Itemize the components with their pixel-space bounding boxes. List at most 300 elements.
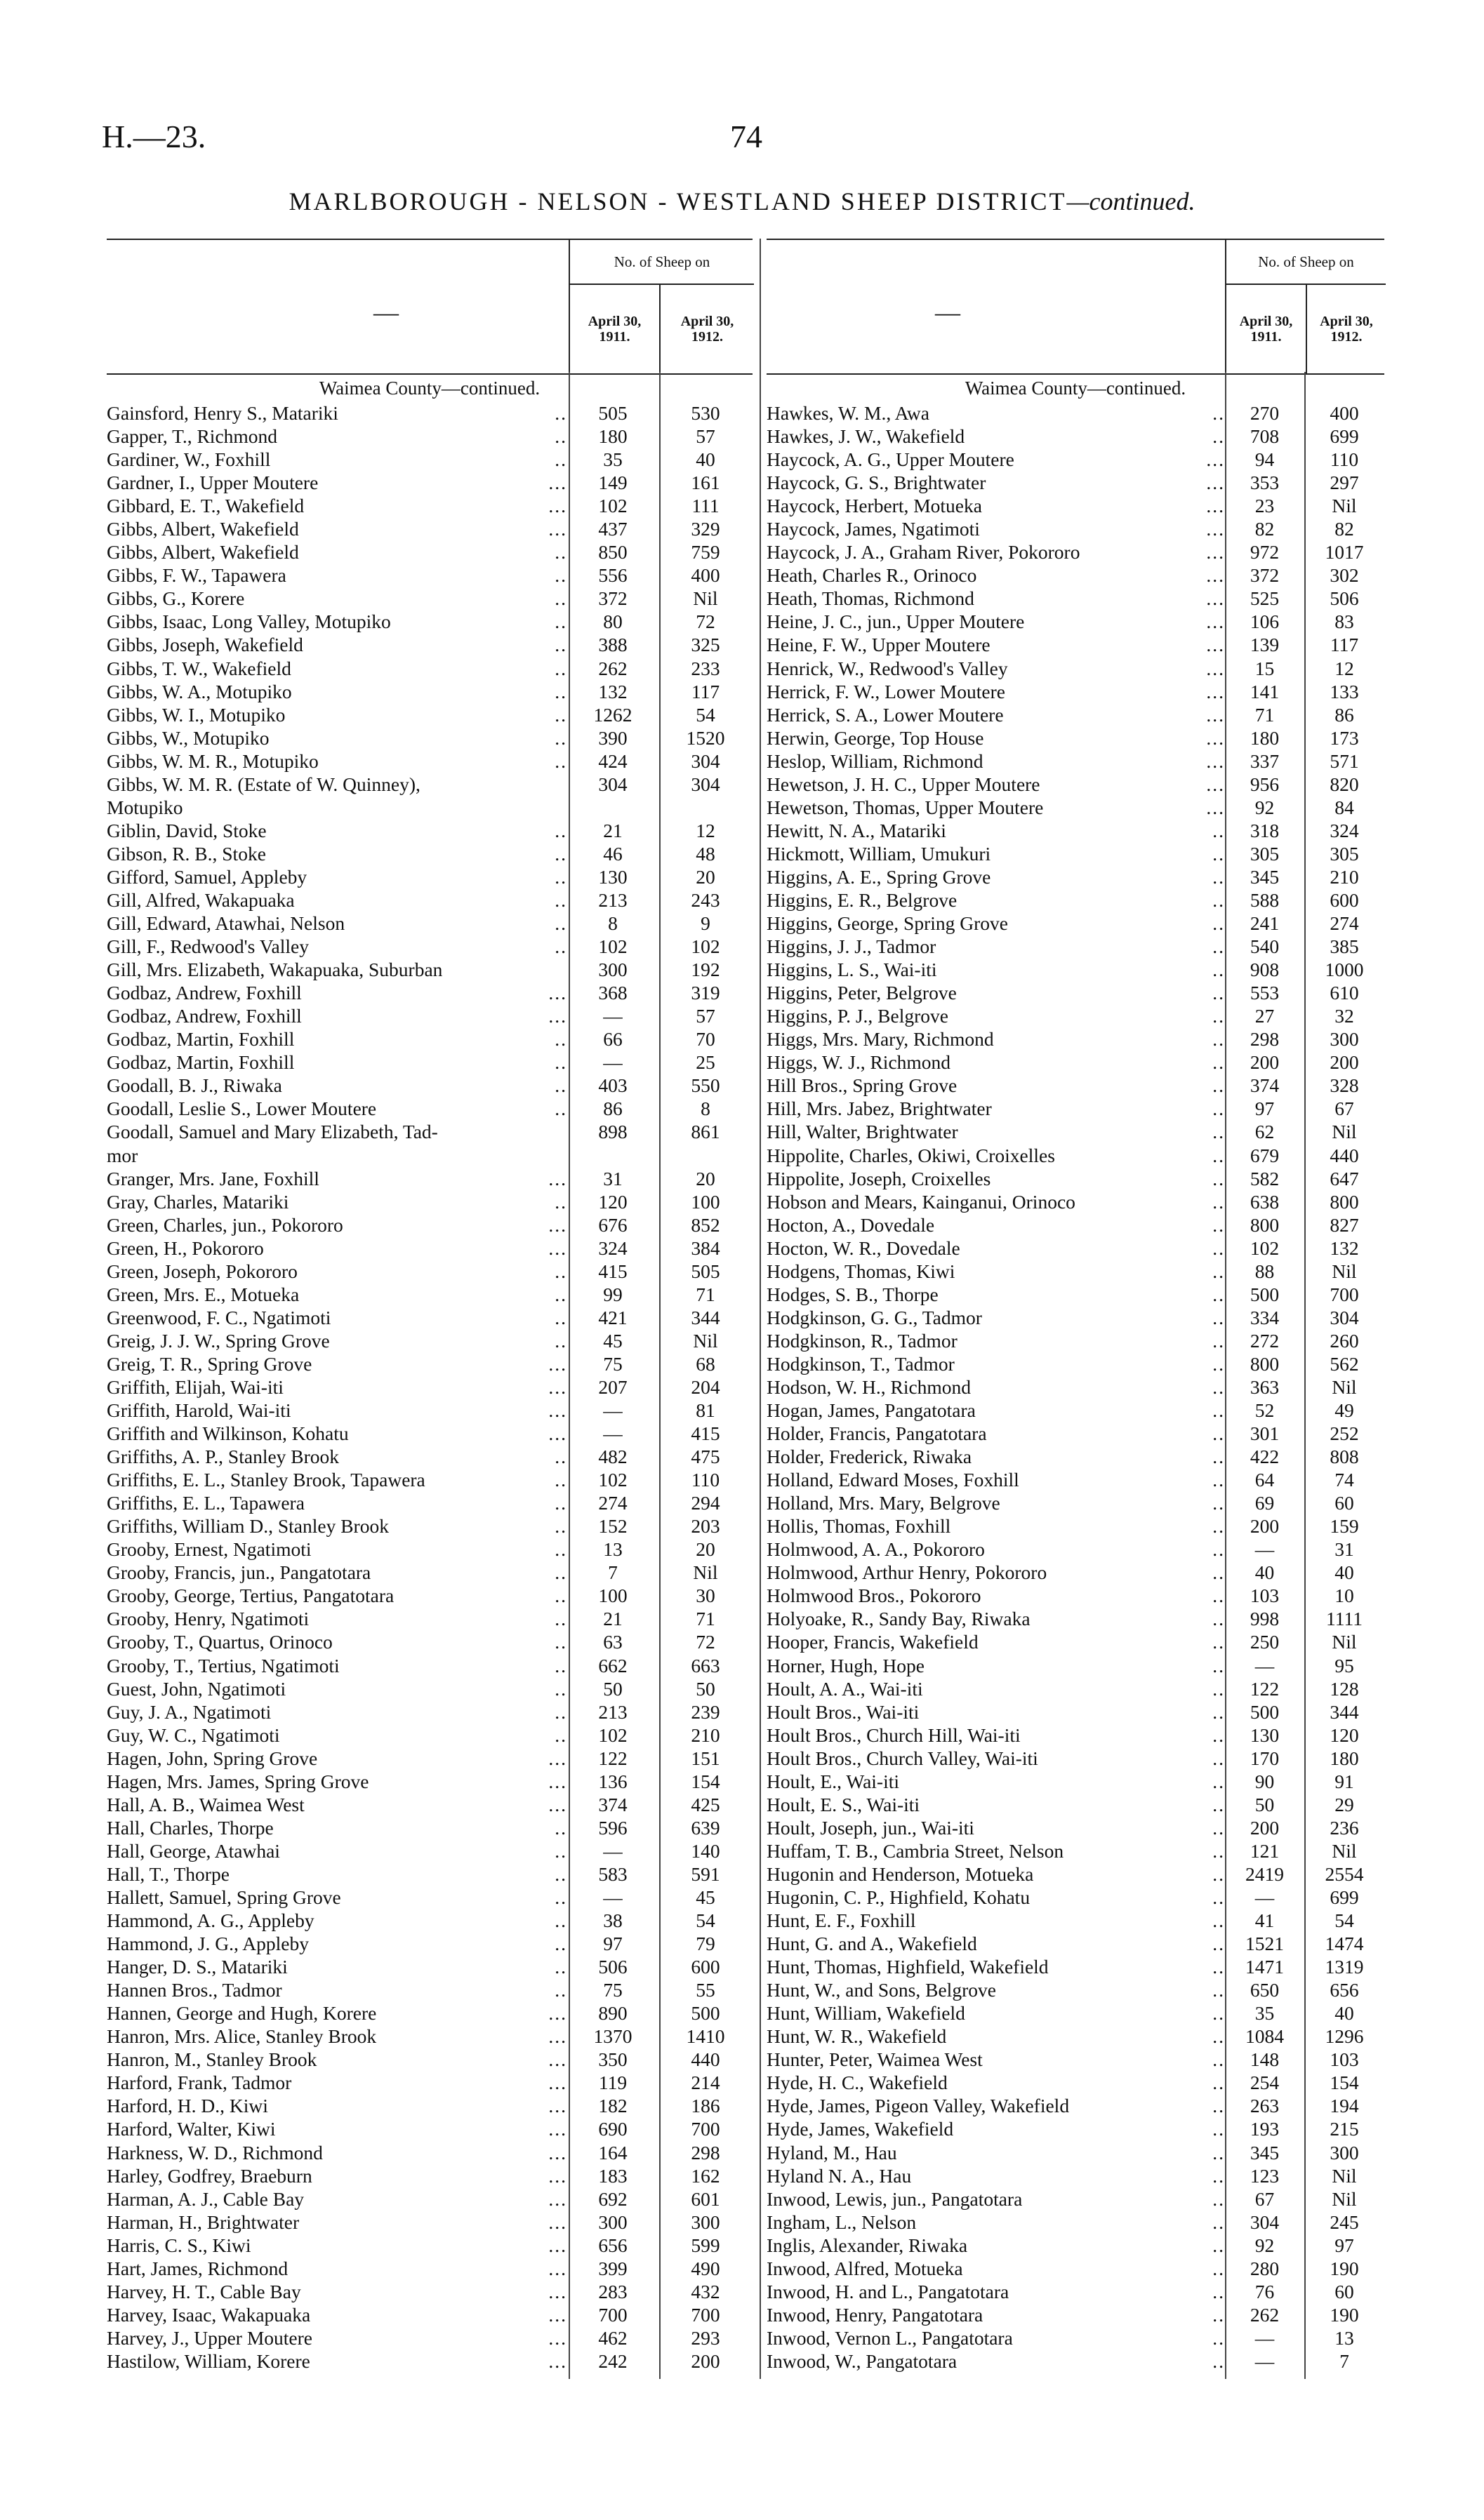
- sheep-1912: 530: [691, 402, 720, 424]
- leader-dots: ..: [1212, 1051, 1225, 1074]
- owner-name: Guy, W. C., Ngatimoti: [107, 1724, 280, 1746]
- leader-dots: ..: [555, 912, 567, 935]
- leader-dots: ..: [1212, 1654, 1225, 1676]
- sheep-1911: 200: [1250, 1051, 1280, 1074]
- table-row: [767, 1167, 1384, 1190]
- sheep-1911: 100: [598, 1585, 628, 1607]
- owner-name: Gray, Charles, Matariki: [107, 1190, 289, 1213]
- sheep-1912: 117: [691, 680, 720, 702]
- owner-name: Higgs, Mrs. Mary, Richmond: [767, 1028, 994, 1051]
- owner-name: Gibbs, T. W., Wakefield: [107, 657, 291, 679]
- sheep-1911: 262: [1250, 2303, 1280, 2326]
- sheep-1912: 852: [691, 1213, 720, 1236]
- leader-dots: ..: [555, 402, 567, 424]
- sheep-1911: 415: [598, 1260, 628, 1282]
- sheep-1911: 71: [1254, 703, 1275, 726]
- sheep-1912: Nil: [1332, 1631, 1357, 1653]
- owner-name: Hill, Walter, Brightwater: [767, 1121, 958, 1143]
- leader-dots: ..: [1212, 1028, 1225, 1051]
- owner-name: Hollis, Thomas, Foxhill: [767, 1515, 951, 1538]
- leader-dots: ..: [555, 448, 567, 471]
- sheep-1912: 236: [1330, 1816, 1359, 1839]
- sheep-1911: 207: [598, 1375, 628, 1398]
- owner-name: Gill, Alfred, Wakapuaka: [107, 888, 295, 911]
- leader-dots: ..: [1212, 402, 1225, 424]
- table-row: [767, 1724, 1384, 1747]
- sheep-1912: 599: [691, 2234, 720, 2256]
- table-row: [107, 1329, 753, 1352]
- sheep-1911: 164: [598, 2141, 628, 2164]
- leader-dots: ...: [548, 2234, 567, 2256]
- sheep-1911: 324: [598, 1236, 628, 1259]
- table-row: [767, 1816, 1384, 1839]
- sheep-1911: 482: [598, 1446, 628, 1468]
- sheep-1912: 610: [1330, 982, 1359, 1004]
- owner-name: Gill, Edward, Atawhai, Nelson: [107, 912, 345, 935]
- leader-dots: ..: [1212, 1399, 1225, 1422]
- table-row: [107, 471, 753, 494]
- sheep-1912: 70: [696, 1028, 715, 1051]
- leader-dots: ..: [555, 1724, 567, 1746]
- owner-name: Gifford, Samuel, Appleby: [107, 865, 307, 888]
- leader-dots: ..: [555, 1585, 567, 1607]
- sheep-1912: 190: [1330, 2257, 1359, 2279]
- sheep-1911: 149: [598, 472, 628, 494]
- owner-name: Haycock, Herbert, Motueka: [767, 495, 982, 517]
- table-row: [107, 448, 753, 471]
- table-row: [767, 471, 1384, 494]
- owner-name: Inglis, Alexander, Riwaka: [767, 2234, 968, 2256]
- table-row: [767, 2071, 1384, 2094]
- sheep-1911: 99: [603, 1283, 623, 1305]
- leader-dots: ..: [1212, 1283, 1225, 1305]
- owner-name: Hippolite, Charles, Okiwi, Croixelles: [767, 1144, 1055, 1166]
- table-row: [107, 981, 753, 1004]
- sheep-1911: 38: [603, 1909, 623, 1932]
- sheep-1911: 88: [1254, 1260, 1275, 1282]
- owner-name: Holder, Frederick, Riwaka: [767, 1446, 972, 1468]
- owner-name: Hodgkinson, R., Tadmor: [767, 1329, 958, 1352]
- sheep-1911: 250: [1250, 1631, 1280, 1653]
- leader-dots: ..: [1212, 959, 1225, 981]
- sheep-1912: 297: [1330, 472, 1359, 494]
- leader-dots: ..: [555, 726, 567, 749]
- table-row: [107, 1352, 753, 1375]
- owner-name: Haycock, J. A., Graham River, Pokororo: [767, 541, 1080, 564]
- document-code: H.—23.: [102, 119, 206, 154]
- sheep-1911: 139: [1250, 634, 1280, 656]
- sheep-1911: 283: [598, 2280, 628, 2302]
- owner-name: Higgins, J. J., Tadmor: [767, 935, 936, 958]
- leader-dots: ..: [1212, 2211, 1225, 2233]
- leader-dots: ..: [1212, 1747, 1225, 1769]
- sheep-1911: 76: [1254, 2280, 1275, 2302]
- sheep-1911: 106: [1250, 611, 1280, 633]
- owner-name: Herrick, F. W., Lower Moutere: [767, 680, 1005, 702]
- leader-dots: ...: [1206, 518, 1225, 540]
- table-row: [107, 564, 753, 587]
- sheep-1912: 808: [1330, 1446, 1359, 1468]
- owner-name: Heslop, William, Richmond: [767, 749, 983, 772]
- sheep-1911: 800: [1250, 1352, 1280, 1375]
- sheep-1911: 180: [1250, 726, 1280, 749]
- sheep-1911: 437: [598, 518, 628, 540]
- sheep-1911: 50: [1254, 1793, 1275, 1815]
- sheep-1911: 462: [598, 2326, 628, 2349]
- sheep-1911: 41: [1254, 1909, 1275, 1932]
- table-row: [107, 1144, 753, 1167]
- sheep-1911: 972: [1250, 541, 1280, 564]
- leader-dots: ..: [1212, 1306, 1225, 1328]
- owner-name: Henrick, W., Redwood's Valley: [767, 657, 1008, 679]
- sheep-1912: 140: [691, 1839, 720, 1862]
- table-row: [767, 540, 1384, 564]
- leader-dots: ..: [1212, 1074, 1225, 1097]
- sheep-1912: 200: [1330, 1051, 1359, 1074]
- sheep-1911: 120: [598, 1190, 628, 1213]
- sheep-1911: 800: [1250, 1213, 1280, 1236]
- owner-name: Gibbs, Albert, Wakefield: [107, 541, 299, 564]
- table-row: [767, 2001, 1384, 2025]
- sheep-1912: 562: [1330, 1352, 1359, 1375]
- sheep-1911: 182: [598, 2095, 628, 2117]
- leader-dots: ..: [555, 425, 567, 448]
- owner-name: Guest, John, Ngatimoti: [107, 1677, 286, 1700]
- owner-name: Gibbs, W. I., Motupiko: [107, 703, 286, 726]
- owner-name: Hogan, James, Pangatotara: [767, 1399, 976, 1422]
- leader-dots: ..: [555, 1979, 567, 2001]
- page-title-suffix: —continued.: [1066, 187, 1195, 215]
- sheep-1911: 46: [603, 842, 623, 865]
- right-column-header: [767, 239, 1384, 375]
- sheep-1912: 162: [691, 2164, 720, 2187]
- leader-dots: ..: [555, 1677, 567, 1700]
- leader-dots: ...: [548, 2164, 567, 2187]
- sheep-1911: 708: [1250, 425, 1280, 448]
- sheep-1912: 294: [691, 1492, 720, 1514]
- owner-name: Griffiths, A. P., Stanley Brook: [107, 1446, 340, 1468]
- right-column: [767, 239, 1384, 2373]
- owner-name: Hippolite, Joseph, Croixelles: [767, 1167, 991, 1189]
- sheep-1911: 280: [1250, 2257, 1280, 2279]
- owner-name: Hoult Bros., Wai-iti: [767, 1700, 920, 1723]
- leader-dots: ...: [548, 1005, 567, 1027]
- sheep-1912: 827: [1330, 1213, 1359, 1236]
- table-row: [107, 2326, 753, 2349]
- year-1911-heading: April 30, 1911.: [588, 314, 642, 345]
- owner-name: Hammond, J. G., Appleby: [107, 1933, 309, 1955]
- owner-name: Harvey, J., Upper Moutere: [107, 2326, 312, 2349]
- sheep-1912: 699: [1330, 425, 1359, 448]
- leader-dots: ...: [548, 2118, 567, 2140]
- table-row: [107, 1584, 753, 1607]
- owner-name: Hunter, Peter, Waimea West: [767, 2048, 983, 2071]
- owner-name: Higgins, L. S., Wai-iti: [767, 959, 937, 981]
- table-row: [767, 703, 1384, 726]
- sheep-1911: 13: [603, 1538, 623, 1561]
- owner-name: Hocton, W. R., Dovedale: [767, 1236, 960, 1259]
- sheep-1912: 1017: [1325, 541, 1364, 564]
- sheep-1912: 800: [1330, 1190, 1359, 1213]
- table-row: [107, 2025, 753, 2048]
- sheep-1911: 337: [1250, 749, 1280, 772]
- owner-name: Inwood, H. and L., Pangatotara: [767, 2280, 1009, 2302]
- owner-name: Higgins, P. J., Belgrove: [767, 1005, 948, 1027]
- leader-dots: [521, 796, 567, 819]
- sheep-1912: 110: [691, 1469, 720, 1491]
- leader-dots: ..: [1212, 1862, 1225, 1885]
- sheep-1911: —: [603, 1051, 623, 1074]
- leader-dots: ..: [1212, 2234, 1225, 2256]
- table-row: [767, 425, 1384, 448]
- page-title: [0, 187, 1484, 216]
- sheep-1911: 254: [1250, 2072, 1280, 2094]
- table-row: [107, 2071, 753, 2094]
- owner-name: Herwin, George, Top House: [767, 726, 984, 749]
- leader-dots: ..: [1212, 2280, 1225, 2302]
- sheep-1912: 293: [691, 2326, 720, 2349]
- sheep-1912: 57: [696, 1005, 715, 1027]
- sheep-1912: 384: [691, 1236, 720, 1259]
- sheep-1912: 57: [696, 425, 715, 448]
- sheep-1912: 600: [691, 1956, 720, 1978]
- sheep-1911: 274: [598, 1492, 628, 1514]
- owner-name: Hall, T., Thorpe: [107, 1862, 230, 1885]
- sheep-1912: 699: [1330, 1886, 1359, 1908]
- table-row: [107, 1932, 753, 1955]
- table-row: [767, 2141, 1384, 2164]
- sheep-1912: 192: [691, 959, 720, 981]
- sheep-1912: 67: [1334, 1098, 1354, 1120]
- sheep-1911: 90: [1254, 1770, 1275, 1792]
- owner-name: Horner, Hugh, Hope: [767, 1654, 925, 1676]
- sheep-1912: Nil: [1332, 495, 1357, 517]
- owner-name: Hunt, Thomas, Highfield, Wakefield: [767, 1956, 1049, 1978]
- owner-name: Hugonin, C. P., Highfield, Kohatu: [767, 1886, 1031, 1908]
- table-row: [767, 1352, 1384, 1375]
- sheep-1912: 40: [1334, 2002, 1354, 2025]
- leader-dots: ...: [548, 2280, 567, 2302]
- year-1912-heading: April 30, 1912.: [659, 285, 754, 373]
- owner-name: Haycock, A. G., Upper Moutere: [767, 448, 1014, 471]
- table-row: [767, 1770, 1384, 1793]
- owner-name: Harvey, H. T., Cable Bay: [107, 2280, 301, 2302]
- table-row: [107, 1167, 753, 1190]
- leader-dots: ..: [555, 1028, 567, 1051]
- leader-dots: ..: [555, 587, 567, 610]
- owner-name: Griffith, Elijah, Wai-iti: [107, 1375, 284, 1398]
- leader-dots: ...: [1206, 726, 1225, 749]
- owner-name: Hanron, M., Stanley Brook: [107, 2048, 317, 2071]
- owner-name: Hastilow, William, Korere: [107, 2349, 310, 2372]
- leader-dots: ..: [1212, 1585, 1225, 1607]
- owner-name: Giblin, David, Stoke: [107, 819, 267, 841]
- sheep-1912: [658, 1144, 753, 1167]
- leader-dots: ...: [548, 2187, 567, 2210]
- leader-dots: ...: [548, 1793, 567, 1815]
- table-row: [767, 2164, 1384, 2187]
- leader-dots: ..: [1212, 2164, 1225, 2187]
- owner-name: Hoult, Joseph, jun., Wai-iti: [767, 1816, 974, 1839]
- sheep-1912: 325: [691, 634, 720, 656]
- sheep-1912: 239: [691, 1700, 720, 1723]
- table-row: [107, 703, 753, 726]
- sheep-1912: Nil: [1332, 1260, 1357, 1282]
- owner-name: Inwood, Henry, Pangatotara: [767, 2303, 983, 2326]
- name-column-heading: —: [373, 298, 399, 326]
- sheep-1912: 200: [691, 2349, 720, 2372]
- sheep-1911: 553: [1250, 982, 1280, 1004]
- table-row: [767, 401, 1384, 425]
- sheep-1911: 23: [1254, 495, 1275, 517]
- leader-dots: ..: [1212, 2303, 1225, 2326]
- table-row: [767, 981, 1384, 1004]
- owner-name: Godbaz, Andrew, Foxhill: [107, 1005, 302, 1027]
- leader-dots: ...: [1206, 657, 1225, 679]
- sheep-1911: 304: [1250, 2211, 1280, 2233]
- sheep-1912: 154: [1330, 2072, 1359, 2094]
- table-row: [767, 494, 1384, 517]
- sheep-1911: 305: [1250, 842, 1280, 865]
- leader-dots: [521, 773, 567, 796]
- sheep-1912: 274: [1330, 912, 1359, 935]
- sheep-1911: 63: [603, 1631, 623, 1653]
- sheep-1912: Nil: [1332, 2187, 1357, 2210]
- sheep-1912: 54: [1334, 1909, 1354, 1932]
- sheep-1912: 154: [691, 1770, 720, 1792]
- sheep-1912: 304: [691, 773, 720, 795]
- owner-name: Harkness, W. D., Richmond: [107, 2141, 323, 2164]
- leader-dots: ..: [1212, 1236, 1225, 1259]
- sheep-1912: 82: [1334, 518, 1354, 540]
- owner-name: Griffith and Wilkinson, Kohatu: [107, 1422, 349, 1445]
- sheep-1912: 300: [691, 2211, 720, 2233]
- owner-name: Gibbs, W., Motupiko: [107, 726, 270, 749]
- leader-dots: ...: [548, 1422, 567, 1445]
- sheep-1911: 66: [603, 1028, 623, 1051]
- table-row: [767, 796, 1384, 819]
- sheep-1911: 662: [598, 1654, 628, 1676]
- table-row: [767, 1584, 1384, 1607]
- leader-dots: ...: [548, 2095, 567, 2117]
- sheep-1912: 1319: [1325, 1956, 1364, 1978]
- sheep-1912: 12: [696, 819, 715, 841]
- owner-name: Heine, J. C., jun., Upper Moutere: [767, 611, 1025, 633]
- owner-name: mor: [107, 1144, 138, 1166]
- sheep-1911: 92: [1254, 796, 1275, 818]
- table-row: [107, 1561, 753, 1584]
- owner-name: Green, Joseph, Pokororo: [107, 1260, 298, 1282]
- leader-dots: ..: [1212, 1956, 1225, 1978]
- owner-name: Hewetson, J. H. C., Upper Moutere: [767, 773, 1040, 795]
- table-row: [767, 1144, 1384, 1167]
- sheep-1911: 152: [598, 1515, 628, 1538]
- owner-name: Gibbs, Albert, Wakefield: [107, 518, 299, 540]
- table-row: [767, 1839, 1384, 1862]
- leader-dots: ...: [548, 518, 567, 540]
- leader-dots: ..: [1212, 1260, 1225, 1282]
- leader-dots: ...: [548, 1399, 567, 1422]
- owner-name: Greig, T. R., Spring Grove: [107, 1352, 312, 1375]
- leader-dots: ..: [1212, 1979, 1225, 2001]
- sheep-1912: 159: [1330, 1515, 1359, 1538]
- table-row: [107, 2141, 753, 2164]
- leader-dots: ..: [555, 1839, 567, 1862]
- owner-name: Hodson, W. H., Richmond: [767, 1375, 972, 1398]
- sheep-1911: 102: [598, 495, 628, 517]
- sheep-1912: 161: [691, 472, 720, 494]
- table-row: [107, 796, 753, 819]
- leader-dots: ...: [548, 2141, 567, 2164]
- sheep-1912: 9: [701, 912, 710, 935]
- sheep-count-label: No. of Sheep on: [1226, 240, 1386, 285]
- sheep-1912: 550: [691, 1074, 720, 1097]
- sheep-1912: 20: [696, 1538, 715, 1561]
- sheep-1911: 130: [598, 865, 628, 888]
- table-row: [107, 2211, 753, 2234]
- owner-name: Grooby, T., Tertius, Ngatimoti: [107, 1654, 340, 1676]
- sheep-1911: 505: [598, 402, 628, 424]
- leader-dots: ...: [548, 1236, 567, 1259]
- owner-name: Hyland, M., Hau: [767, 2141, 897, 2164]
- sheep-1912: 304: [1330, 1306, 1359, 1328]
- table-row: [767, 1074, 1384, 1097]
- sheep-count-heading: [569, 240, 754, 373]
- sheep-1911: 270: [1250, 402, 1280, 424]
- table-row: [767, 1190, 1384, 1213]
- table-row: [107, 680, 753, 703]
- section-heading: Waimea County—continued.: [319, 378, 541, 399]
- table-row: [107, 842, 753, 865]
- owner-name: Griffiths, William D., Stanley Brook: [107, 1515, 389, 1538]
- table-row: [767, 1097, 1384, 1120]
- owner-name: Harvey, Isaac, Wakapuaka: [107, 2303, 311, 2326]
- table-row: [107, 657, 753, 680]
- table-row: [767, 912, 1384, 935]
- sheep-1912: 117: [1330, 634, 1359, 656]
- owner-name: Hoult Bros., Church Valley, Wai-iti: [767, 1747, 1038, 1769]
- leader-dots: ...: [1206, 611, 1225, 633]
- owner-name: Gibbs, W. M. R. (Estate of W. Quinney),: [107, 773, 420, 795]
- table-row: [107, 517, 753, 540]
- table-row: [767, 888, 1384, 912]
- owner-name: Gapper, T., Richmond: [107, 425, 278, 448]
- sheep-1911: —: [603, 1399, 623, 1422]
- table-row: [767, 2048, 1384, 2071]
- table-row: [107, 1422, 753, 1445]
- owner-name: Godbaz, Martin, Foxhill: [107, 1051, 295, 1074]
- sheep-1912: 243: [691, 888, 720, 911]
- owner-name: Grooby, T., Quartus, Orinoco: [107, 1631, 333, 1653]
- owner-name: Gibbs, W. A., Motupiko: [107, 680, 292, 702]
- leader-dots: ..: [555, 1260, 567, 1282]
- sheep-1911: 500: [1250, 1283, 1280, 1305]
- sheep-1912: 97: [1334, 2234, 1354, 2256]
- leader-dots: ...: [548, 2025, 567, 2048]
- sheep-1912: 700: [1330, 1283, 1359, 1305]
- owner-name: Haycock, James, Ngatimoti: [767, 518, 980, 540]
- owner-name: Hammond, A. G., Appleby: [107, 1909, 314, 1932]
- sheep-1912: 500: [691, 2002, 720, 2025]
- sheep-1912: 759: [691, 541, 720, 564]
- owner-name: Hall, George, Atawhai: [107, 1839, 280, 1862]
- table-row: [107, 1654, 753, 1677]
- sheep-1911: 898: [598, 1121, 628, 1143]
- leader-dots: ..: [1212, 1469, 1225, 1491]
- leader-dots: ...: [548, 2349, 567, 2372]
- sheep-1911: 31: [603, 1167, 623, 1189]
- sheep-1911: 102: [1250, 1236, 1280, 1259]
